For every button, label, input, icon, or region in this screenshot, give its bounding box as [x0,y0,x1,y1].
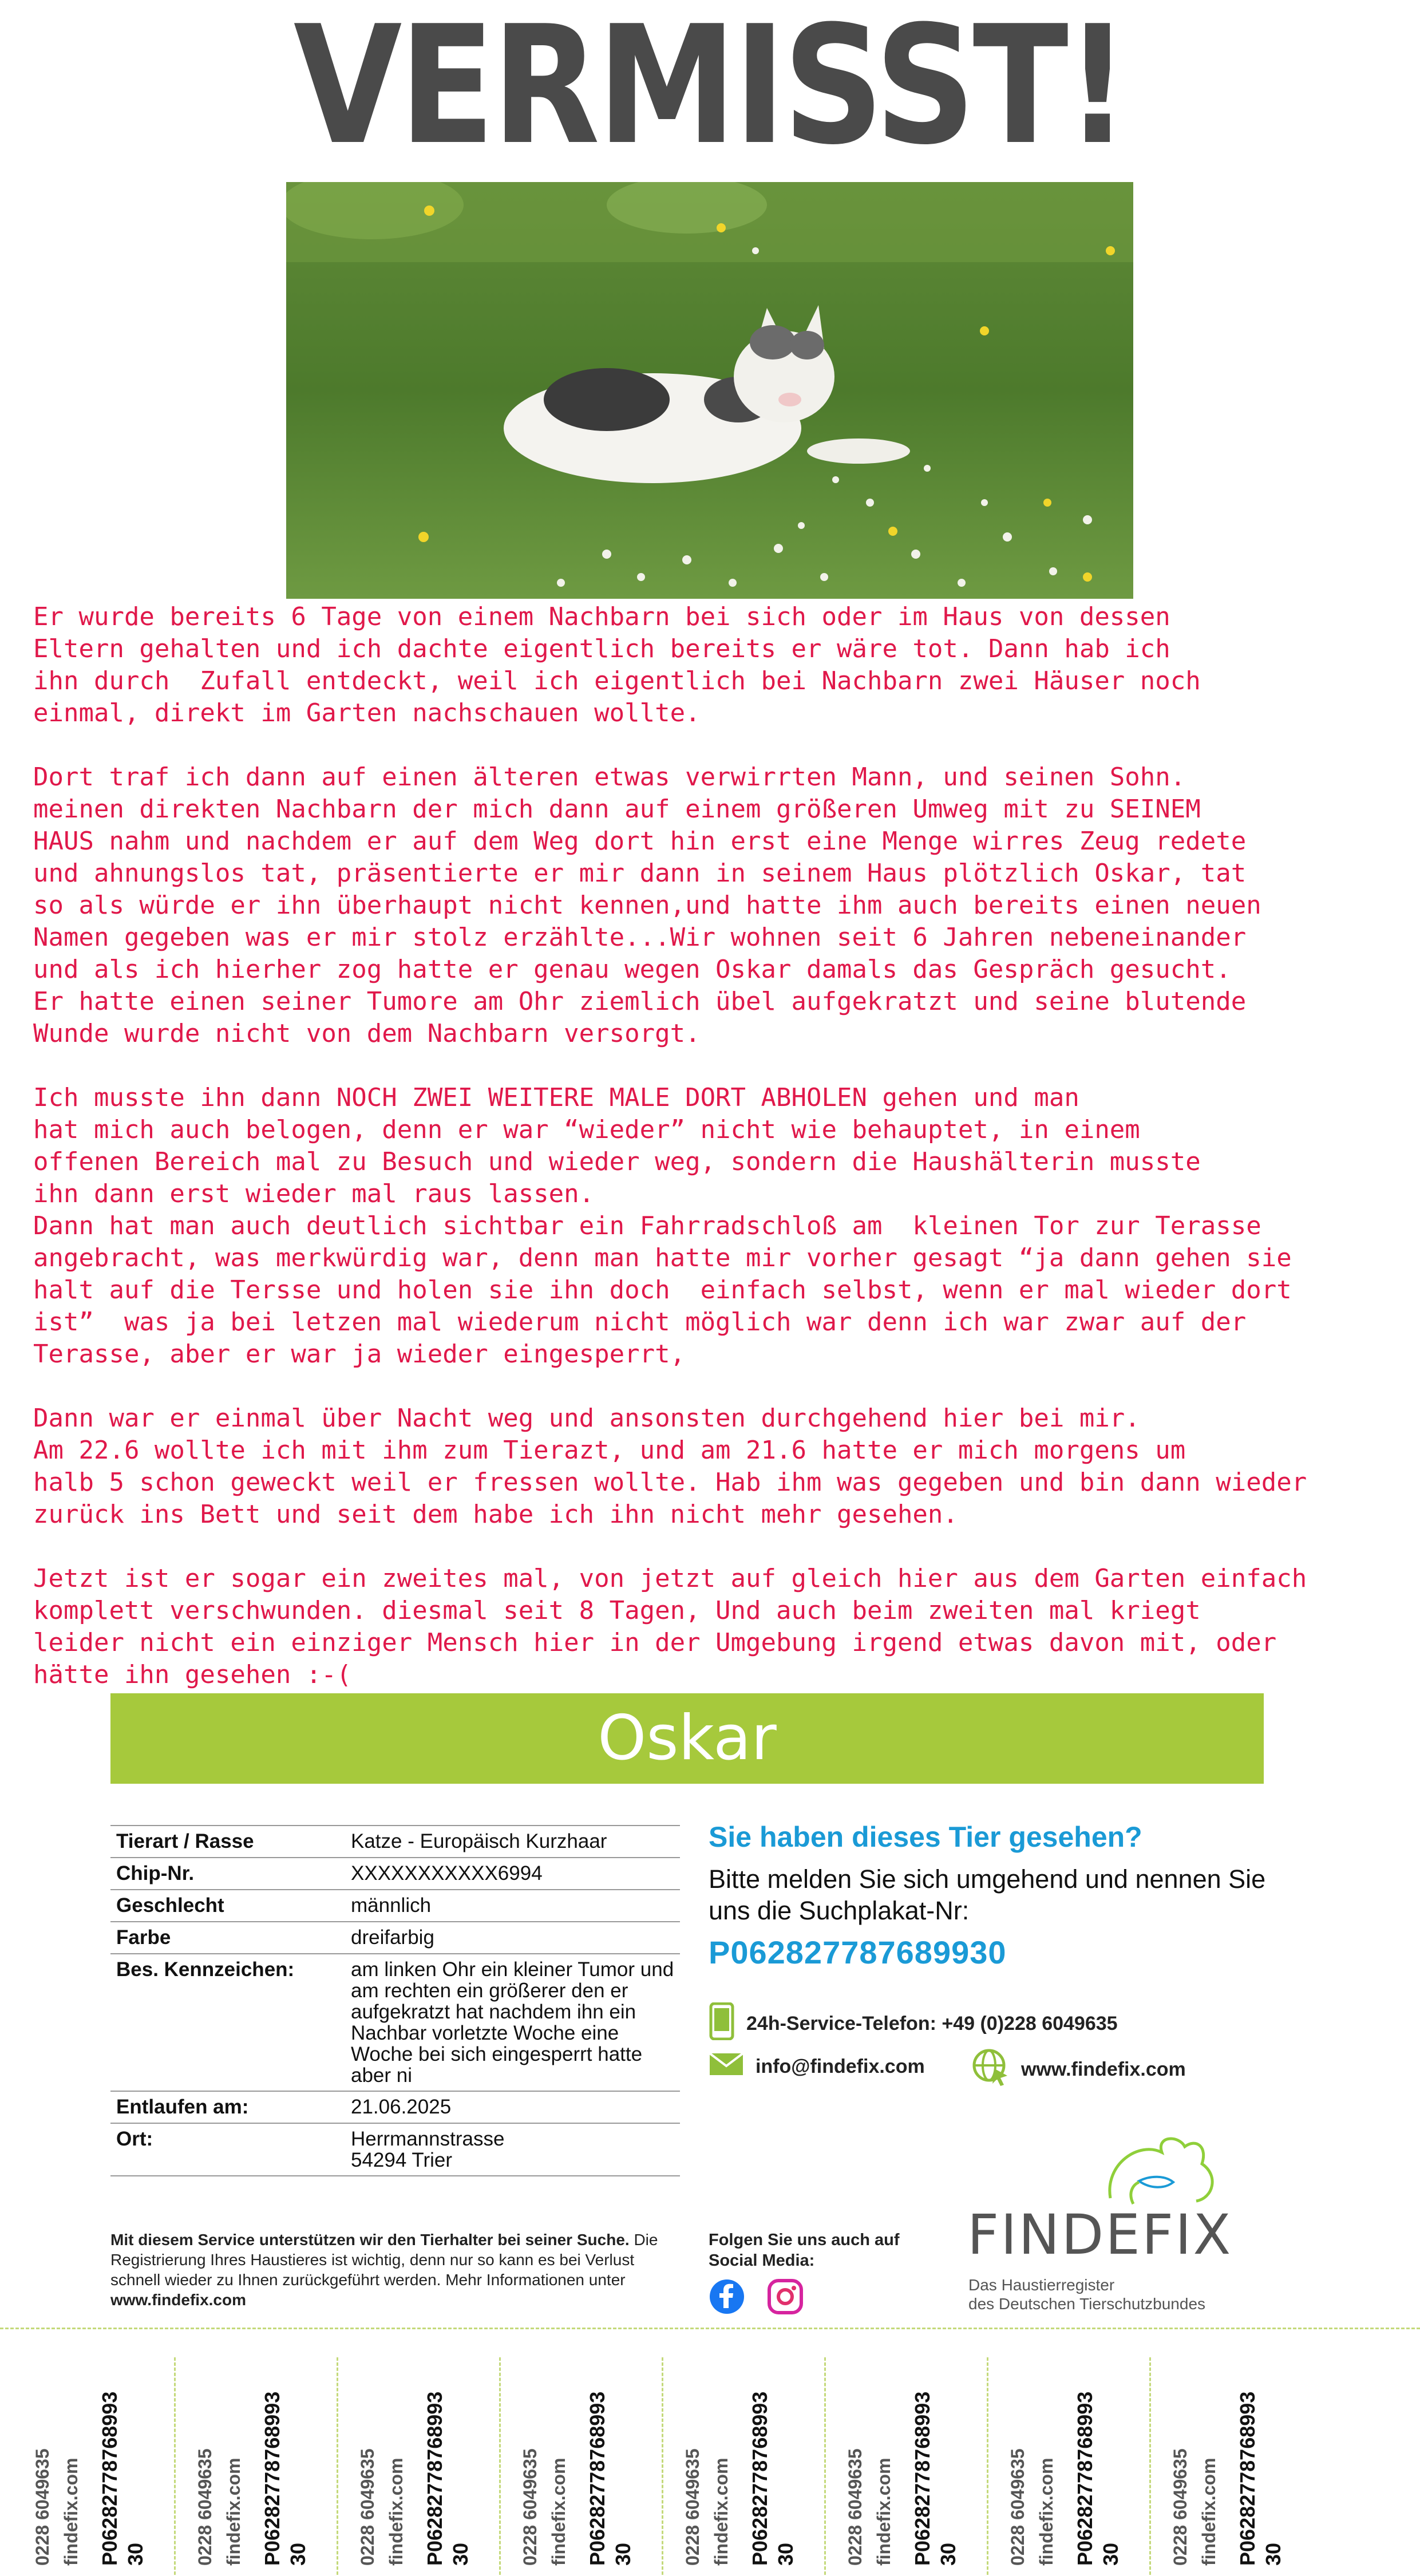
detail-row [110,2091,680,2123]
phone-row[interactable] [709,2002,1118,2045]
tab-divider [174,2357,176,2575]
service-note-bold: Mit diesem Service unterstützen wir den Tierhalter bei seiner Suche. [110,2231,630,2249]
tab-poster-suffix: 30 [774,2542,797,2566]
mail-icon [709,2052,744,2081]
detail-row [110,1922,680,1954]
tab-poster-suffix: 30 [1099,2542,1122,2566]
seen-text: Bitte melden Sie sich umgehend und nennen Sie uns die Suchplakat-Nr: [709,1864,1266,1925]
facebook-icon[interactable] [709,2278,745,2317]
detail-row [110,1954,680,2091]
social-label: Folgen Sie uns auch auf Social Media: [709,2231,900,2270]
tab-poster-suffix: 30 [286,2542,310,2566]
phone-label: 24h-Service-Telefon: +49 (0)228 6049635 [746,2013,1118,2034]
story-text: Er wurde bereits 6 Tage von einem Nachbarn bei sich oder im Haus von dessen Eltern gehalten und ich dachte eigentlich bereits er wäre tot. Dann hab ich ihn durch Zufall entdeckt, weil ich eigentlich bei Nachbarn zwei Häuser noch einmal, direkt im Garten nachschauen wollte. Dort traf ich dann auf einen älteren etwas verwirrten Mann, und seinen Sohn. meinen direkten Nachbarn der mich dann auf einem größeren Umweg mit zu SEINEM HAUS nahm und nachdem er auf dem Weg dort hin erst eine Menge wirres Zeug redete und ahnungslos tat, präsentierte er mir dann in seinem Haus plötzlich Oskar, tat so als würde er ihn überhaupt nicht kennen,und hatte ihm auch bereits einen neuen Namen gegeben was er mir stolz erzählte...Wir wohnen seit 6 Jahren nebeneinander und als ich hierher zog hatte er genau wegen Oskar damals das Gespräch gesucht. Er hatte einen seiner Tumore am Ohr ziemlich übel aufgekratzt und seine blutende Wunde wurde nicht von dem Nachbarn versorgt. Ich musste ihn dann NOCH ZWEI WEITERE MALE DORT ABHOLEN gehen und man hat mich auch belogen, denn er war “wieder” nicht wie behauptet, in einem offenen Bereich mal zu Besuch und wieder weg, sondern die Haushälterin musste ihn dann erst wieder mal raus lassen. Dann hat man auch deutlich sichtbar ein Fahrradschloß am kleinen Tor zur Terasse angebracht, was merkwürdig war, denn man hatte mir vorher gesagt “ja dann gehen sie halt auf die Tersse und holen sie ihn doch einfach selbst, wenn er mal wieder dort ist” was ja bei letzen mal wiederum nicht möglich war denn ich war zwar auf der Terasse, aber er war ja wieder eingesperrt, Dann war er einmal über Nacht weg und ansonsten durchgehend hier bei mir. Am 22.6 wollte ich mit ihm zum Tierazt, und am 21.6 hatte er mich morgens um halb 5 schon geweckt weil er fressen wollte. Hab ihm was gegeben und bin dann wieder zurück ins Bett und seit dem habe ich ihn nicht mehr gesehen. Jetzt ist er sogar ein zweites mal, von jetzt auf gleich hier aus dem Garten einfach komplett verschwunden. diesmal seit 8 Tagen, Und auch beim zweiten mal kriegt leider nicht ein einziger Mensch hier in der Umgebung irgend etwas davon mit, oder hätte ihn gesehen :-( [33,602,1307,1689]
tab-poster-number: P06282778768993 [911,2391,934,2566]
tab-site: findefix.com [61,2458,81,2566]
seen-title: Sie haben dieses Tier gesehen? [709,1821,1142,1853]
detail-value: am linken Ohr ein kleiner Tumor und am rechten ein größerer den er aufgekratzt hat nachdem ihn ein Nachbar vorletzte Woche eine Woche bei sich eingesperrt hatte aber ni [345,1954,680,2091]
service-note-text: Die Registrierung Ihres Haustieres ist wichtig, denn nur so kann es bei Verlust schnell wieder zu Ihnen zurückgeführt werden. Mehr Informationen unter [110,2231,658,2289]
tear-off-tab[interactable] [23,2329,185,2576]
detail-key: Entlaufen am: [110,2091,345,2123]
tab-poster-suffix: 30 [936,2542,960,2566]
tab-poster-number: P06282778768993 [423,2391,446,2566]
tab-poster-number: P06282778768993 [748,2391,772,2566]
findefix-logo [967,2203,1232,2267]
page-title: VERMISST! [293,0,1127,181]
tab-phone: 0228 6049635 [195,2448,215,2566]
detail-row [110,2123,680,2176]
tab-poster-suffix: 30 [611,2542,635,2566]
tab-poster-number: P06282778768993 [260,2391,284,2566]
detail-key: Farbe [110,1922,345,1954]
social-icons [709,2278,804,2317]
tear-off-tab[interactable] [998,2329,1161,2576]
tab-poster-suffix: 30 [1261,2542,1285,2566]
detail-key: Ort: [110,2123,345,2176]
tear-off-tabs [0,2329,1420,2576]
pet-name-banner: Oskar [110,1693,1264,1784]
detail-key: Tierart / Rasse [110,1826,345,1858]
logo-word-b: FIX [1141,2203,1233,2267]
logo-subtitle-1: Das Haustierregister [968,2276,1115,2294]
detail-value: dreifarbig [345,1922,680,1954]
tab-poster-suffix: 30 [449,2542,472,2566]
tab-site: findefix.com [711,2458,731,2566]
tab-poster-number: P06282778768993 [1073,2391,1097,2566]
tab-divider [824,2357,826,2575]
tear-off-tab[interactable] [1161,2329,1323,2576]
tear-off-tab[interactable] [836,2329,998,2576]
detail-value: Herrmannstrasse 54294 Trier [345,2123,680,2176]
detail-key: Bes. Kennzeichen: [110,1954,345,2091]
tab-divider [987,2357,988,2575]
tab-divider [662,2357,663,2575]
logo-word-a: FINDE [967,2203,1142,2267]
logo-subtitle [968,2275,1205,2313]
service-note [110,2230,683,2310]
tab-poster-number: P06282778768993 [98,2391,121,2566]
detail-value: 21.06.2025 [345,2091,680,2123]
cat-photo [286,182,1133,599]
detail-key: Geschlecht [110,1890,345,1922]
website-label: www.findefix.com [1021,2059,1186,2080]
tab-phone: 0228 6049635 [357,2448,378,2566]
tab-phone: 0228 6049635 [32,2448,53,2566]
tab-site: findefix.com [386,2458,406,2566]
tab-phone: 0228 6049635 [1170,2448,1190,2566]
detail-row [110,1890,680,1922]
tab-site: findefix.com [223,2458,244,2566]
tab-phone: 0228 6049635 [845,2448,865,2566]
email-label: info@findefix.com [756,2056,925,2077]
tear-off-tab[interactable] [348,2329,511,2576]
tab-phone: 0228 6049635 [1007,2448,1028,2566]
tab-poster-number: P06282778768993 [586,2391,609,2566]
detail-value: Katze - Europäisch Kurzhaar [345,1826,680,1858]
instagram-icon[interactable] [767,2278,804,2317]
tab-site: findefix.com [873,2458,894,2566]
tab-site: findefix.com [1036,2458,1057,2566]
tab-poster-suffix: 30 [124,2542,147,2566]
globe-icon [972,2048,1010,2091]
tab-divider [337,2357,338,2575]
detail-row [110,1826,680,1858]
detail-value: XXXXXXXXXXX6994 [345,1858,680,1890]
website-row[interactable] [972,2048,1186,2091]
tab-divider [1149,2357,1151,2575]
tab-phone: 0228 6049635 [682,2448,703,2566]
phone-icon [709,2002,735,2045]
poster-number: P06282778768993​0 [709,1934,1007,1970]
tab-site: findefix.com [548,2458,569,2566]
service-note-link[interactable]: www.findefix.com [110,2291,246,2309]
detail-row [110,1858,680,1890]
tab-site: findefix.com [1199,2458,1219,2566]
tear-off-tab[interactable] [511,2329,673,2576]
detail-key: Chip-Nr. [110,1858,345,1890]
tear-off-tab[interactable] [673,2329,836,2576]
logo-subtitle-2: des Deutschen Tierschutzbundes [968,2295,1206,2313]
tab-divider [499,2357,501,2575]
detail-value: männlich [345,1890,680,1922]
tear-off-tab[interactable] [185,2329,348,2576]
email-row[interactable] [709,2052,925,2081]
tab-phone: 0228 6049635 [520,2448,540,2566]
tab-poster-number: P06282778768993 [1236,2391,1259,2566]
pet-details-table [110,1825,680,2176]
